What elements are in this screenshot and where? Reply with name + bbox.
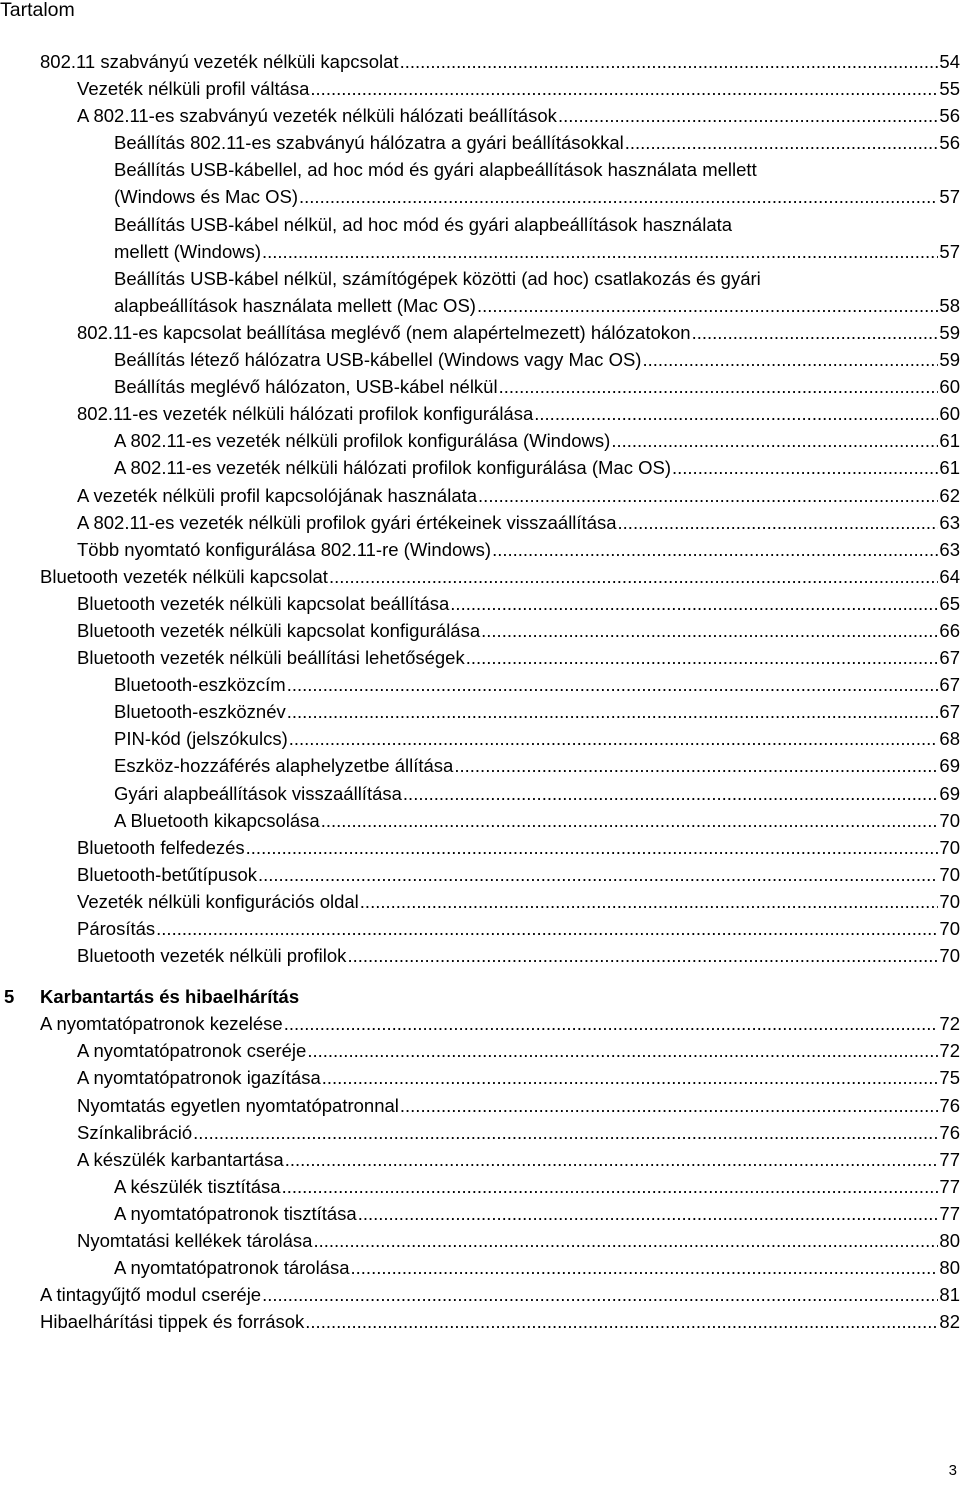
toc-entry[interactable] (0, 834, 960, 861)
toc-dot-leader (692, 319, 939, 346)
toc-dot-leader (193, 1119, 938, 1146)
toc-entry-title: A vezeték nélküli profil kapcsolójának használata (77, 484, 478, 506)
toc-entry[interactable] (0, 752, 960, 779)
toc-entry-line (77, 536, 960, 563)
toc-page-number: 57 (939, 240, 960, 262)
table-of-contents (0, 48, 960, 1335)
toc-entry-title: Nyomtatás egyetlen nyomtatópatronnal (77, 1094, 399, 1116)
toc-entry-line (40, 563, 960, 590)
toc-dot-leader (289, 725, 939, 752)
toc-entry[interactable] (0, 1010, 960, 1037)
toc-entry-title: Eszköz-hozzáférés alaphelyzetbe állítása (114, 755, 454, 777)
toc-dot-leader (329, 563, 938, 590)
chapter-title: Karbantartás és hibaelhárítás (40, 986, 300, 1008)
toc-entry-title: Bluetooth vezeték nélküli kapcsolat (40, 565, 328, 587)
toc-dot-leader (258, 861, 938, 888)
toc-page-number: 54 (939, 51, 960, 72)
toc-page-number: 70 (939, 945, 960, 967)
toc-entry-line (77, 1119, 960, 1146)
toc-page-number: 81 (939, 1284, 960, 1306)
toc-entry-line (40, 1281, 960, 1308)
toc-page-number: 59 (939, 321, 960, 343)
toc-dot-leader (299, 183, 938, 210)
toc-entry-line (77, 509, 960, 536)
page-header-title: Tartalom (0, 0, 75, 21)
toc-entry[interactable] (0, 1200, 960, 1227)
toc-entry[interactable] (0, 1254, 960, 1281)
toc-entry-title: alapbeállítások használata mellett (Mac OS) (114, 294, 476, 316)
toc-entry-line (114, 807, 960, 834)
toc-entry-line (77, 482, 960, 509)
toc-entry[interactable] (0, 861, 960, 888)
toc-dot-leader (400, 48, 939, 75)
toc-entry-title: Nyomtatási kellékek tárolása (77, 1230, 313, 1252)
toc-entry[interactable] (0, 536, 960, 563)
toc-page-number: 60 (939, 376, 960, 398)
toc-entry-line (77, 1092, 960, 1119)
toc-page-number: 67 (939, 701, 960, 723)
toc-entry-title: Hibaelhárítási tippek és források (40, 1311, 305, 1333)
toc-dot-leader (262, 238, 938, 265)
toc-dot-leader (450, 590, 938, 617)
toc-entry-line (77, 590, 960, 617)
toc-dot-leader (287, 698, 939, 725)
page-number: 3 (948, 1462, 957, 1479)
toc-entry-title: A tintagyűjtő modul cseréje (40, 1284, 262, 1306)
toc-page-number: 67 (939, 647, 960, 669)
toc-entry-line (114, 427, 960, 454)
toc-entry-line (77, 644, 960, 671)
toc-entry-title: (Windows és Mac OS) (114, 186, 299, 208)
toc-entry[interactable] (0, 590, 960, 617)
toc-dot-leader (322, 1064, 939, 1091)
toc-entry-title: A nyomtatópatronok cseréje (77, 1040, 307, 1062)
toc-entry-line (114, 346, 960, 373)
toc-entry[interactable] (0, 563, 960, 590)
toc-page-number: 69 (939, 782, 960, 804)
toc-dot-leader (347, 942, 938, 969)
toc-page-number: 63 (939, 511, 960, 533)
toc-dot-leader (534, 400, 938, 427)
toc-entry[interactable] (0, 1092, 960, 1119)
toc-entry-title-first-line: Beállítás USB-kábel nélkül, ad hoc mód és gyári alapbeállítások használata (114, 213, 733, 235)
toc-entry[interactable] (0, 129, 960, 156)
toc-entry[interactable] (0, 1064, 960, 1091)
toc-page-number: 70 (939, 890, 960, 912)
toc-entry[interactable] (0, 617, 960, 644)
toc-page-number: 57 (939, 186, 960, 208)
toc-dot-leader (481, 617, 938, 644)
toc-entry-title: A nyomtatópatronok kezelése (40, 1013, 283, 1035)
toc-entry-title: Vezeték nélküli profil váltása (77, 78, 310, 100)
toc-dot-leader (287, 671, 939, 698)
toc-page-number: 66 (939, 619, 960, 641)
toc-dot-leader (499, 373, 939, 400)
toc-entry-title: Színkalibráció (77, 1121, 193, 1143)
toc-entry[interactable] (0, 1281, 960, 1308)
toc-section-wireless (0, 48, 960, 969)
toc-entry[interactable] (0, 698, 960, 725)
toc-entry-title: A készülék tisztítása (114, 1175, 281, 1197)
toc-page-number: 63 (939, 538, 960, 560)
toc-dot-leader (358, 1200, 939, 1227)
toc-page-number: 72 (939, 1013, 960, 1035)
toc-page-number: 55 (939, 78, 960, 100)
toc-dot-leader (310, 75, 938, 102)
toc-entry-title: Beállítás meglévő hálózaton, USB-kábel nélkül (114, 376, 498, 398)
toc-entry-line (77, 1064, 960, 1091)
toc-entry[interactable] (0, 644, 960, 671)
toc-entry-line (77, 617, 960, 644)
toc-entry-title: Bluetooth vezeték nélküli beállítási lehetőségek (77, 647, 465, 669)
toc-entry-line (77, 319, 960, 346)
toc-entry[interactable] (0, 888, 960, 915)
toc-page-number: 61 (939, 430, 960, 452)
toc-dot-leader (351, 1254, 939, 1281)
toc-entry[interactable] (0, 482, 960, 509)
toc-dot-leader (492, 536, 938, 563)
toc-dot-leader (313, 1227, 938, 1254)
toc-entry-line (114, 780, 960, 807)
toc-entry-line (114, 454, 960, 481)
chapter-number: 5 (4, 986, 15, 1008)
toc-entry-title: A nyomtatópatronok tisztítása (114, 1202, 357, 1224)
toc-page-number: 76 (939, 1094, 960, 1116)
toc-entry-line (77, 861, 960, 888)
toc-entry-title: A 802.11-es vezeték nélküli profilok gyári értékeinek visszaállítása (77, 511, 617, 533)
toc-page-number: 56 (939, 105, 960, 127)
toc-page-number: 56 (939, 132, 960, 154)
toc-entry-line (77, 915, 960, 942)
toc-page-number: 80 (939, 1230, 960, 1252)
toc-entry-title: A Bluetooth kikapcsolása (114, 809, 320, 831)
toc-entry[interactable] (0, 400, 960, 427)
toc-entry-title: A 802.11-es vezeték nélküli hálózati profilok konfigurálása (Mac OS) (114, 457, 671, 479)
toc-entry-line (77, 1037, 960, 1064)
toc-page-number: 82 (939, 1311, 960, 1333)
toc-page-number: 64 (939, 565, 960, 587)
toc-entry-line (114, 129, 960, 156)
toc-dot-leader (285, 1146, 939, 1173)
toc-dot-leader (477, 292, 938, 319)
toc-page-number: 80 (939, 1257, 960, 1279)
toc-entry-title: Több nyomtató konfigurálása 802.11-re (Windows) (77, 538, 492, 560)
toc-entry-title-first-line: Beállítás USB-kábellel, ad hoc mód és gyári alapbeállítások használata mellett (114, 159, 757, 181)
toc-page-number: 58 (939, 294, 960, 316)
toc-entry-title: A nyomtatópatronok tárolása (114, 1257, 350, 1279)
toc-entry-line (114, 671, 960, 698)
toc-page-number: 75 (939, 1067, 960, 1089)
toc-page-number: 70 (939, 863, 960, 885)
toc-entry-line (114, 238, 960, 265)
toc-entry-title: 802.11-es vezeték nélküli hálózati profilok konfigurálása (77, 403, 534, 425)
toc-entry-line (114, 1173, 960, 1200)
toc-entry-title: 802.11-es kapcsolat beállítása meglévő (nem alapértelmezett) hálózatokon (77, 321, 691, 343)
toc-entry-title: 802.11 szabványú vezeték nélküli kapcsolat (40, 51, 399, 72)
toc-dot-leader (156, 915, 938, 942)
chapter-heading[interactable] (0, 983, 960, 1010)
toc-entry-title: Bluetooth vezeték nélküli kapcsolat beállítása (77, 592, 450, 614)
toc-entry[interactable] (0, 1146, 960, 1173)
toc-entry-title: A 802.11-es vezeték nélküli profilok konfigurálása (Windows) (114, 430, 611, 452)
toc-page-number: 60 (939, 403, 960, 425)
toc-dot-leader (246, 834, 939, 861)
toc-entry[interactable] (0, 509, 960, 536)
toc-entry-line (114, 752, 960, 779)
toc-page-number: 77 (939, 1148, 960, 1170)
toc-entry[interactable] (0, 427, 960, 454)
toc-entry-title: Párosítás (77, 918, 156, 939)
toc-entry[interactable] (0, 1173, 960, 1200)
toc-dot-leader (478, 482, 938, 509)
toc-page-number: 70 (939, 809, 960, 831)
toc-dot-leader (321, 807, 939, 834)
toc-entry-title-first-line: Beállítás USB-kábel nélkül, számítógépek közötti (ad hoc) csatlakozás és gyári (114, 267, 761, 289)
toc-dot-leader (403, 780, 939, 807)
toc-entry-title: Bluetooth-betűtípusok (77, 863, 257, 885)
toc-page-number: 70 (939, 918, 960, 939)
toc-entry-line (77, 942, 960, 969)
toc-dot-leader (558, 102, 938, 129)
toc-page-number: 65 (939, 592, 960, 614)
toc-section-maintenance (0, 1010, 960, 1335)
toc-entry[interactable] (0, 1308, 960, 1335)
toc-page-number: 72 (939, 1040, 960, 1062)
toc-entry-title: Vezeték nélküli konfigurációs oldal (77, 890, 359, 912)
toc-entry[interactable] (0, 1119, 960, 1146)
toc-entry-title: Bluetooth-eszközcím (114, 674, 286, 696)
toc-entry-title: Bluetooth felfedezés (77, 836, 245, 858)
toc-entry-title: A 802.11-es szabványú vezeték nélküli hálózati beállítások (77, 105, 557, 127)
toc-page-number: 62 (939, 484, 960, 506)
toc-entry-line (40, 1308, 960, 1335)
toc-dot-leader (307, 1037, 938, 1064)
toc-dot-leader (284, 1010, 939, 1037)
toc-entry-title: A készülék karbantartása (77, 1148, 284, 1170)
toc-entry-line (114, 292, 960, 319)
toc-entry-title: Beállítás 802.11-es szabványú hálózatra a gyári beállításokkal (114, 132, 624, 154)
toc-dot-leader (642, 346, 938, 373)
toc-entry[interactable] (0, 807, 960, 834)
toc-dot-leader (360, 888, 939, 915)
toc-entry-line (114, 725, 960, 752)
toc-entry-title: mellett (Windows) (114, 240, 261, 262)
toc-dot-leader (262, 1281, 938, 1308)
toc-entry-line (114, 1200, 960, 1227)
toc-entry[interactable] (0, 102, 960, 129)
toc-entry-title: Bluetooth vezeték nélküli profilok (77, 945, 347, 967)
toc-page-number: 61 (939, 457, 960, 479)
toc-entry[interactable] (0, 780, 960, 807)
toc-dot-leader (400, 1092, 939, 1119)
toc-dot-leader (672, 454, 938, 481)
toc-dot-leader (618, 509, 939, 536)
toc-entry-title: Bluetooth vezeték nélküli kapcsolat konfigurálása (77, 619, 481, 641)
toc-entry[interactable] (0, 211, 960, 265)
toc-entry-line (77, 400, 960, 427)
toc-entry-line (77, 888, 960, 915)
toc-entry-title: PIN-kód (jelszókulcs) (114, 728, 288, 750)
toc-dot-leader (625, 129, 939, 156)
toc-entry[interactable] (0, 319, 960, 346)
toc-entry-title: Beállítás létező hálózatra USB-kábellel (Windows vagy Mac OS) (114, 349, 642, 371)
toc-page-number: 59 (939, 349, 960, 371)
toc-page-number: 69 (939, 755, 960, 777)
toc-entry-title: Gyári alapbeállítások visszaállítása (114, 782, 402, 804)
toc-entry[interactable] (0, 373, 960, 400)
toc-entry[interactable] (0, 1227, 960, 1254)
toc-entry-line (77, 1227, 960, 1254)
toc-entry-title: A nyomtatópatronok igazítása (77, 1067, 321, 1089)
toc-page-number: 70 (939, 836, 960, 858)
toc-page-number: 68 (939, 728, 960, 750)
toc-page-number: 67 (939, 674, 960, 696)
toc-entry-line (114, 183, 960, 210)
toc-dot-leader (454, 752, 938, 779)
toc-entry-line (114, 1254, 960, 1281)
toc-entry-line (114, 373, 960, 400)
toc-entry[interactable] (0, 346, 960, 373)
toc-entry-line (77, 834, 960, 861)
toc-entry[interactable] (0, 671, 960, 698)
toc-entry[interactable] (0, 75, 960, 102)
toc-dot-leader (282, 1173, 939, 1200)
toc-entry[interactable] (0, 156, 960, 210)
toc-entry-line (77, 1146, 960, 1173)
toc-entry-line (40, 48, 960, 75)
toc-entry[interactable] (0, 48, 960, 75)
toc-entry-line (114, 698, 960, 725)
toc-entry[interactable] (0, 265, 960, 319)
toc-entry[interactable] (0, 1037, 960, 1064)
toc-dot-leader (466, 644, 939, 671)
toc-entry[interactable] (0, 942, 960, 969)
toc-entry-title: Bluetooth-eszköznév (114, 701, 286, 723)
toc-entry-line (77, 75, 960, 102)
toc-entry[interactable] (0, 454, 960, 481)
toc-entry[interactable] (0, 725, 960, 752)
toc-entry-line (77, 102, 960, 129)
toc-entry-line (40, 1010, 960, 1037)
toc-dot-leader (611, 427, 938, 454)
toc-page-number: 77 (939, 1175, 960, 1197)
toc-entry[interactable] (0, 915, 960, 942)
toc-page-number: 77 (939, 1202, 960, 1224)
toc-dot-leader (305, 1308, 938, 1335)
toc-page-number: 76 (939, 1121, 960, 1143)
